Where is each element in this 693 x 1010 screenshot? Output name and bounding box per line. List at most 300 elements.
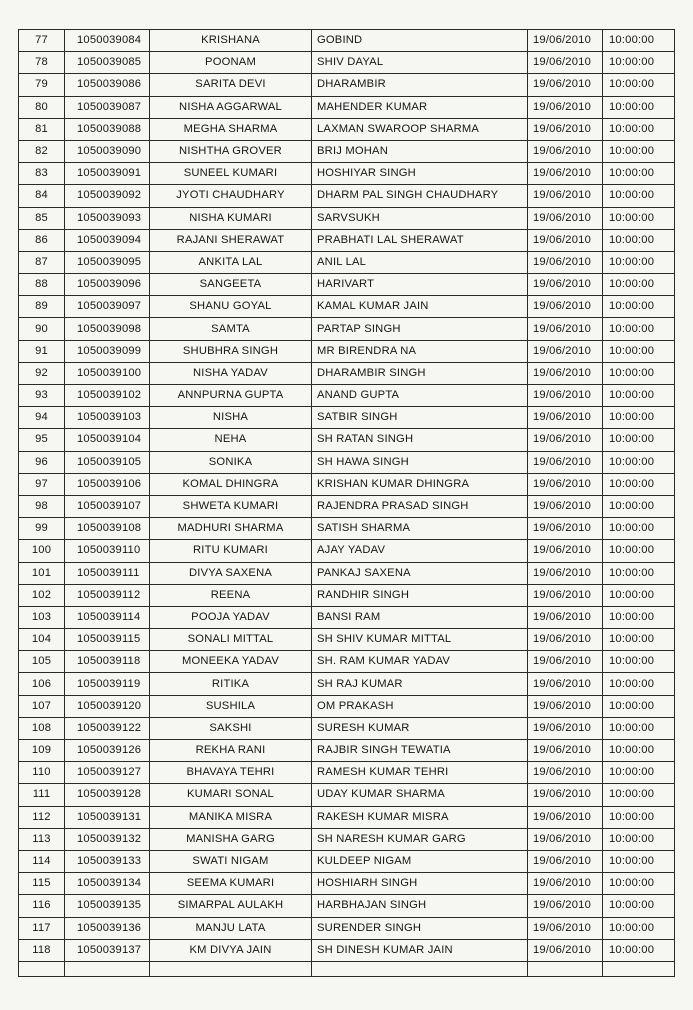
exam-date-cell: 19/06/2010	[528, 385, 603, 407]
roll-number-cell: 1050039098	[65, 318, 150, 340]
empty-cell	[312, 961, 528, 976]
candidate-name-cell: SONALI MITTAL	[150, 629, 312, 651]
table-row	[19, 296, 675, 318]
exam-time-cell: 10:00:00	[603, 939, 675, 961]
table-row	[19, 651, 675, 673]
roll-number-cell: 1050039112	[65, 584, 150, 606]
father-name-cell: RAKESH KUMAR MISRA	[312, 806, 528, 828]
table-row	[19, 917, 675, 939]
father-name-cell: RAJENDRA PRASAD SINGH	[312, 495, 528, 517]
exam-date-cell: 19/06/2010	[528, 873, 603, 895]
roll-number-cell: 1050039102	[65, 385, 150, 407]
candidate-name-cell: NISHA KUMARI	[150, 207, 312, 229]
candidate-name-cell: MADHURI SHARMA	[150, 518, 312, 540]
serial-number-cell: 97	[19, 473, 65, 495]
exam-date-cell: 19/06/2010	[528, 74, 603, 96]
serial-number-cell: 90	[19, 318, 65, 340]
father-name-cell: SATISH SHARMA	[312, 518, 528, 540]
exam-time-cell: 10:00:00	[603, 318, 675, 340]
candidate-name-cell: ANKITA LAL	[150, 251, 312, 273]
serial-number-cell: 104	[19, 629, 65, 651]
father-name-cell: SH HAWA SINGH	[312, 451, 528, 473]
father-name-cell: RAMESH KUMAR TEHRI	[312, 762, 528, 784]
father-name-cell: LAXMAN SWAROOP SHARMA	[312, 118, 528, 140]
table-row	[19, 140, 675, 162]
candidate-name-cell: MEGHA SHARMA	[150, 118, 312, 140]
table-row	[19, 318, 675, 340]
candidate-name-cell: MONEEKA YADAV	[150, 651, 312, 673]
father-name-cell: SARVSUKH	[312, 207, 528, 229]
candidate-name-cell: SAMTA	[150, 318, 312, 340]
roll-number-cell: 1050039095	[65, 251, 150, 273]
candidate-name-cell: SARITA DEVI	[150, 74, 312, 96]
father-name-cell: MAHENDER KUMAR	[312, 96, 528, 118]
roll-number-cell: 1050039114	[65, 606, 150, 628]
roll-number-cell: 1050039084	[65, 30, 150, 52]
roll-number-cell: 1050039093	[65, 207, 150, 229]
candidate-name-cell: SANGEETA	[150, 274, 312, 296]
exam-time-cell: 10:00:00	[603, 917, 675, 939]
roll-number-cell: 1050039135	[65, 895, 150, 917]
roll-number-cell: 1050039087	[65, 96, 150, 118]
exam-date-cell: 19/06/2010	[528, 473, 603, 495]
candidate-name-cell: RAJANI SHERAWAT	[150, 229, 312, 251]
serial-number-cell: 108	[19, 717, 65, 739]
candidate-name-cell: SEEMA KUMARI	[150, 873, 312, 895]
father-name-cell: KULDEEP NIGAM	[312, 850, 528, 872]
serial-number-cell: 92	[19, 362, 65, 384]
exam-date-cell: 19/06/2010	[528, 762, 603, 784]
candidate-name-cell: REENA	[150, 584, 312, 606]
exam-date-cell: 19/06/2010	[528, 606, 603, 628]
table-row	[19, 473, 675, 495]
exam-date-cell: 19/06/2010	[528, 828, 603, 850]
serial-number-cell: 111	[19, 784, 65, 806]
exam-time-cell: 10:00:00	[603, 540, 675, 562]
roll-number-cell: 1050039120	[65, 695, 150, 717]
table-row	[19, 828, 675, 850]
candidate-name-cell: SHANU GOYAL	[150, 296, 312, 318]
father-name-cell: SH SHIV KUMAR MITTAL	[312, 629, 528, 651]
table-row	[19, 895, 675, 917]
exam-time-cell: 10:00:00	[603, 185, 675, 207]
table-row	[19, 451, 675, 473]
candidate-name-cell: KM DIVYA JAIN	[150, 939, 312, 961]
roll-number-cell: 1050039096	[65, 274, 150, 296]
father-name-cell: ANIL LAL	[312, 251, 528, 273]
roll-number-cell: 1050039131	[65, 806, 150, 828]
exam-time-cell: 10:00:00	[603, 207, 675, 229]
exam-date-cell: 19/06/2010	[528, 939, 603, 961]
father-name-cell: DHARAMBIR	[312, 74, 528, 96]
table-row	[19, 762, 675, 784]
father-name-cell: SATBIR SINGH	[312, 407, 528, 429]
serial-number-cell: 99	[19, 518, 65, 540]
candidate-name-cell: NEHA	[150, 429, 312, 451]
roll-number-cell: 1050039127	[65, 762, 150, 784]
table-row	[19, 740, 675, 762]
exam-time-cell: 10:00:00	[603, 850, 675, 872]
table-row	[19, 163, 675, 185]
candidate-name-cell: KRISHANA	[150, 30, 312, 52]
exam-date-cell: 19/06/2010	[528, 673, 603, 695]
table-row	[19, 495, 675, 517]
candidate-name-cell: POONAM	[150, 52, 312, 74]
exam-time-cell: 10:00:00	[603, 473, 675, 495]
candidate-name-cell: SIMARPAL AULAKH	[150, 895, 312, 917]
candidate-name-cell: NISHA YADAV	[150, 362, 312, 384]
roll-number-cell: 1050039126	[65, 740, 150, 762]
serial-number-cell: 89	[19, 296, 65, 318]
serial-number-cell: 103	[19, 606, 65, 628]
table-row	[19, 74, 675, 96]
roll-number-cell: 1050039122	[65, 717, 150, 739]
father-name-cell: RANDHIR SINGH	[312, 584, 528, 606]
serial-number-cell: 83	[19, 163, 65, 185]
serial-number-cell: 85	[19, 207, 65, 229]
exam-time-cell: 10:00:00	[603, 695, 675, 717]
table-row	[19, 340, 675, 362]
serial-number-cell: 80	[19, 96, 65, 118]
roll-number-cell: 1050039137	[65, 939, 150, 961]
exam-time-cell: 10:00:00	[603, 74, 675, 96]
exam-time-cell: 10:00:00	[603, 740, 675, 762]
roll-number-cell: 1050039107	[65, 495, 150, 517]
father-name-cell: SH RAJ KUMAR	[312, 673, 528, 695]
exam-date-cell: 19/06/2010	[528, 784, 603, 806]
roll-number-cell: 1050039090	[65, 140, 150, 162]
serial-number-cell: 117	[19, 917, 65, 939]
serial-number-cell: 116	[19, 895, 65, 917]
exam-time-cell: 10:00:00	[603, 518, 675, 540]
table-row	[19, 429, 675, 451]
table-row	[19, 850, 675, 872]
father-name-cell: SURENDER SINGH	[312, 917, 528, 939]
candidate-name-cell: SONIKA	[150, 451, 312, 473]
serial-number-cell: 101	[19, 562, 65, 584]
father-name-cell: SH DINESH KUMAR JAIN	[312, 939, 528, 961]
serial-number-cell: 86	[19, 229, 65, 251]
exam-date-cell: 19/06/2010	[528, 562, 603, 584]
candidate-name-cell: SHUBHRA SINGH	[150, 340, 312, 362]
table-row	[19, 806, 675, 828]
exam-time-cell: 10:00:00	[603, 606, 675, 628]
candidate-name-cell: BHAVAYA TEHRI	[150, 762, 312, 784]
exam-time-cell: 10:00:00	[603, 296, 675, 318]
exam-date-cell: 19/06/2010	[528, 451, 603, 473]
exam-time-cell: 10:00:00	[603, 495, 675, 517]
father-name-cell: MR BIRENDRA NA	[312, 340, 528, 362]
exam-date-cell: 19/06/2010	[528, 207, 603, 229]
exam-date-cell: 19/06/2010	[528, 850, 603, 872]
roll-number-cell: 1050039104	[65, 429, 150, 451]
table-row	[19, 52, 675, 74]
table-row	[19, 562, 675, 584]
roll-number-cell: 1050039086	[65, 74, 150, 96]
exam-date-cell: 19/06/2010	[528, 695, 603, 717]
father-name-cell: SHIV DAYAL	[312, 52, 528, 74]
table-row	[19, 96, 675, 118]
exam-date-cell: 19/06/2010	[528, 495, 603, 517]
exam-date-cell: 19/06/2010	[528, 185, 603, 207]
candidate-name-cell: RITU KUMARI	[150, 540, 312, 562]
exam-date-cell: 19/06/2010	[528, 806, 603, 828]
exam-time-cell: 10:00:00	[603, 651, 675, 673]
serial-number-cell: 84	[19, 185, 65, 207]
roll-number-cell: 1050039100	[65, 362, 150, 384]
exam-time-cell: 10:00:00	[603, 717, 675, 739]
serial-number-cell: 110	[19, 762, 65, 784]
roll-number-cell: 1050039103	[65, 407, 150, 429]
table-row	[19, 695, 675, 717]
exam-time-cell: 10:00:00	[603, 451, 675, 473]
roll-number-cell: 1050039099	[65, 340, 150, 362]
serial-number-cell: 109	[19, 740, 65, 762]
table-row	[19, 207, 675, 229]
father-name-cell: AJAY YADAV	[312, 540, 528, 562]
exam-time-cell: 10:00:00	[603, 118, 675, 140]
roll-number-cell: 1050039128	[65, 784, 150, 806]
exam-time-cell: 10:00:00	[603, 340, 675, 362]
serial-number-cell: 96	[19, 451, 65, 473]
exam-time-cell: 10:00:00	[603, 251, 675, 273]
exam-date-cell: 19/06/2010	[528, 340, 603, 362]
exam-date-cell: 19/06/2010	[528, 895, 603, 917]
father-name-cell: PANKAJ SAXENA	[312, 562, 528, 584]
serial-number-cell: 112	[19, 806, 65, 828]
father-name-cell: PRABHATI LAL SHERAWAT	[312, 229, 528, 251]
exam-time-cell: 10:00:00	[603, 229, 675, 251]
father-name-cell: SH. RAM KUMAR YADAV	[312, 651, 528, 673]
candidate-name-cell: MANJU LATA	[150, 917, 312, 939]
exam-date-cell: 19/06/2010	[528, 318, 603, 340]
father-name-cell: HARBHAJAN SINGH	[312, 895, 528, 917]
roll-number-cell: 1050039134	[65, 873, 150, 895]
exam-date-cell: 19/06/2010	[528, 429, 603, 451]
table-body	[19, 30, 675, 977]
exam-date-cell: 19/06/2010	[528, 362, 603, 384]
exam-time-cell: 10:00:00	[603, 673, 675, 695]
empty-cell	[19, 961, 65, 976]
roll-number-cell: 1050039092	[65, 185, 150, 207]
father-name-cell: PARTAP SINGH	[312, 318, 528, 340]
exam-time-cell: 10:00:00	[603, 362, 675, 384]
empty-cell	[528, 961, 603, 976]
serial-number-cell: 82	[19, 140, 65, 162]
empty-cell	[603, 961, 675, 976]
serial-number-cell: 98	[19, 495, 65, 517]
exam-time-cell: 10:00:00	[603, 784, 675, 806]
candidate-name-cell: SAKSHI	[150, 717, 312, 739]
table-row	[19, 118, 675, 140]
serial-number-cell: 94	[19, 407, 65, 429]
exam-date-cell: 19/06/2010	[528, 540, 603, 562]
exam-time-cell: 10:00:00	[603, 873, 675, 895]
exam-date-cell: 19/06/2010	[528, 651, 603, 673]
roll-number-cell: 1050039108	[65, 518, 150, 540]
exam-date-cell: 19/06/2010	[528, 518, 603, 540]
roll-number-cell: 1050039136	[65, 917, 150, 939]
father-name-cell: UDAY KUMAR SHARMA	[312, 784, 528, 806]
exam-date-cell: 19/06/2010	[528, 251, 603, 273]
father-name-cell: HOSHIARH SINGH	[312, 873, 528, 895]
exam-date-cell: 19/06/2010	[528, 296, 603, 318]
candidate-name-cell: NISHA	[150, 407, 312, 429]
serial-number-cell: 79	[19, 74, 65, 96]
exam-date-cell: 19/06/2010	[528, 96, 603, 118]
father-name-cell: BANSI RAM	[312, 606, 528, 628]
candidate-name-cell: DIVYA SAXENA	[150, 562, 312, 584]
roll-number-cell: 1050039132	[65, 828, 150, 850]
exam-time-cell: 10:00:00	[603, 52, 675, 74]
serial-number-cell: 102	[19, 584, 65, 606]
roll-number-cell: 1050039085	[65, 52, 150, 74]
candidate-name-cell: JYOTI CHAUDHARY	[150, 185, 312, 207]
serial-number-cell: 87	[19, 251, 65, 273]
candidate-name-cell: MANISHA GARG	[150, 828, 312, 850]
serial-number-cell: 81	[19, 118, 65, 140]
roll-number-cell: 1050039111	[65, 562, 150, 584]
serial-number-cell: 106	[19, 673, 65, 695]
table-row	[19, 362, 675, 384]
candidate-name-cell: REKHA RANI	[150, 740, 312, 762]
serial-number-cell: 95	[19, 429, 65, 451]
serial-number-cell: 93	[19, 385, 65, 407]
table-row	[19, 939, 675, 961]
candidate-name-cell: NISHTHA GROVER	[150, 140, 312, 162]
roll-number-cell: 1050039105	[65, 451, 150, 473]
table-row	[19, 30, 675, 52]
father-name-cell: SURESH KUMAR	[312, 717, 528, 739]
table-row	[19, 274, 675, 296]
father-name-cell: OM PRAKASH	[312, 695, 528, 717]
serial-number-cell: 88	[19, 274, 65, 296]
father-name-cell: DHARAMBIR SINGH	[312, 362, 528, 384]
exam-date-cell: 19/06/2010	[528, 584, 603, 606]
table-row	[19, 606, 675, 628]
father-name-cell: KAMAL KUMAR JAIN	[312, 296, 528, 318]
exam-date-cell: 19/06/2010	[528, 629, 603, 651]
serial-number-cell: 114	[19, 850, 65, 872]
candidate-name-cell: NISHA AGGARWAL	[150, 96, 312, 118]
table-row	[19, 784, 675, 806]
candidate-name-cell: KOMAL DHINGRA	[150, 473, 312, 495]
table-row	[19, 629, 675, 651]
roll-number-cell: 1050039097	[65, 296, 150, 318]
exam-date-cell: 19/06/2010	[528, 118, 603, 140]
exam-date-cell: 19/06/2010	[528, 740, 603, 762]
father-name-cell: RAJBIR SINGH TEWATIA	[312, 740, 528, 762]
exam-time-cell: 10:00:00	[603, 140, 675, 162]
exam-time-cell: 10:00:00	[603, 629, 675, 651]
serial-number-cell: 113	[19, 828, 65, 850]
exam-time-cell: 10:00:00	[603, 274, 675, 296]
serial-number-cell: 107	[19, 695, 65, 717]
table-row	[19, 385, 675, 407]
exam-date-cell: 19/06/2010	[528, 717, 603, 739]
table-row	[19, 185, 675, 207]
table-row	[19, 584, 675, 606]
serial-number-cell: 100	[19, 540, 65, 562]
table-row	[19, 518, 675, 540]
roll-number-cell: 1050039110	[65, 540, 150, 562]
table-row	[19, 873, 675, 895]
exam-date-cell: 19/06/2010	[528, 407, 603, 429]
candidate-name-cell: ANNPURNA GUPTA	[150, 385, 312, 407]
serial-number-cell: 78	[19, 52, 65, 74]
exam-time-cell: 10:00:00	[603, 562, 675, 584]
exam-date-cell: 19/06/2010	[528, 917, 603, 939]
roll-number-cell: 1050039118	[65, 651, 150, 673]
father-name-cell: BRIJ MOHAN	[312, 140, 528, 162]
exam-time-cell: 10:00:00	[603, 385, 675, 407]
roll-number-cell: 1050039094	[65, 229, 150, 251]
candidate-name-cell: SWATI NIGAM	[150, 850, 312, 872]
candidate-name-cell: SHWETA KUMARI	[150, 495, 312, 517]
empty-cell	[65, 961, 150, 976]
father-name-cell: SH RATAN SINGH	[312, 429, 528, 451]
exam-date-cell: 19/06/2010	[528, 274, 603, 296]
candidate-name-cell: KUMARI SONAL	[150, 784, 312, 806]
exam-time-cell: 10:00:00	[603, 584, 675, 606]
father-name-cell: ANAND GUPTA	[312, 385, 528, 407]
father-name-cell: HOSHIYAR SINGH	[312, 163, 528, 185]
table-row	[19, 229, 675, 251]
roll-number-cell: 1050039115	[65, 629, 150, 651]
roll-number-cell: 1050039091	[65, 163, 150, 185]
roll-number-cell: 1050039088	[65, 118, 150, 140]
roll-number-cell: 1050039119	[65, 673, 150, 695]
exam-time-cell: 10:00:00	[603, 96, 675, 118]
exam-time-cell: 10:00:00	[603, 828, 675, 850]
serial-number-cell: 91	[19, 340, 65, 362]
serial-number-cell: 118	[19, 939, 65, 961]
table-row	[19, 673, 675, 695]
serial-number-cell: 105	[19, 651, 65, 673]
empty-table-row	[19, 961, 675, 976]
exam-time-cell: 10:00:00	[603, 429, 675, 451]
father-name-cell: KRISHAN KUMAR DHINGRA	[312, 473, 528, 495]
table-row	[19, 540, 675, 562]
roll-number-cell: 1050039106	[65, 473, 150, 495]
candidate-list-table	[18, 29, 675, 977]
exam-time-cell: 10:00:00	[603, 30, 675, 52]
exam-time-cell: 10:00:00	[603, 163, 675, 185]
exam-time-cell: 10:00:00	[603, 895, 675, 917]
exam-time-cell: 10:00:00	[603, 407, 675, 429]
candidate-name-cell: RITIKA	[150, 673, 312, 695]
candidate-name-cell: SUNEEL KUMARI	[150, 163, 312, 185]
serial-number-cell: 77	[19, 30, 65, 52]
father-name-cell: DHARM PAL SINGH CHAUDHARY	[312, 185, 528, 207]
table-row	[19, 251, 675, 273]
father-name-cell: HARIVART	[312, 274, 528, 296]
table-row	[19, 407, 675, 429]
serial-number-cell: 115	[19, 873, 65, 895]
table-row	[19, 717, 675, 739]
exam-date-cell: 19/06/2010	[528, 163, 603, 185]
father-name-cell: SH NARESH KUMAR GARG	[312, 828, 528, 850]
exam-date-cell: 19/06/2010	[528, 52, 603, 74]
exam-date-cell: 19/06/2010	[528, 229, 603, 251]
candidate-name-cell: SUSHILA	[150, 695, 312, 717]
candidate-name-cell: POOJA YADAV	[150, 606, 312, 628]
exam-time-cell: 10:00:00	[603, 762, 675, 784]
exam-time-cell: 10:00:00	[603, 806, 675, 828]
empty-cell	[150, 961, 312, 976]
candidate-name-cell: MANIKA MISRA	[150, 806, 312, 828]
exam-date-cell: 19/06/2010	[528, 140, 603, 162]
